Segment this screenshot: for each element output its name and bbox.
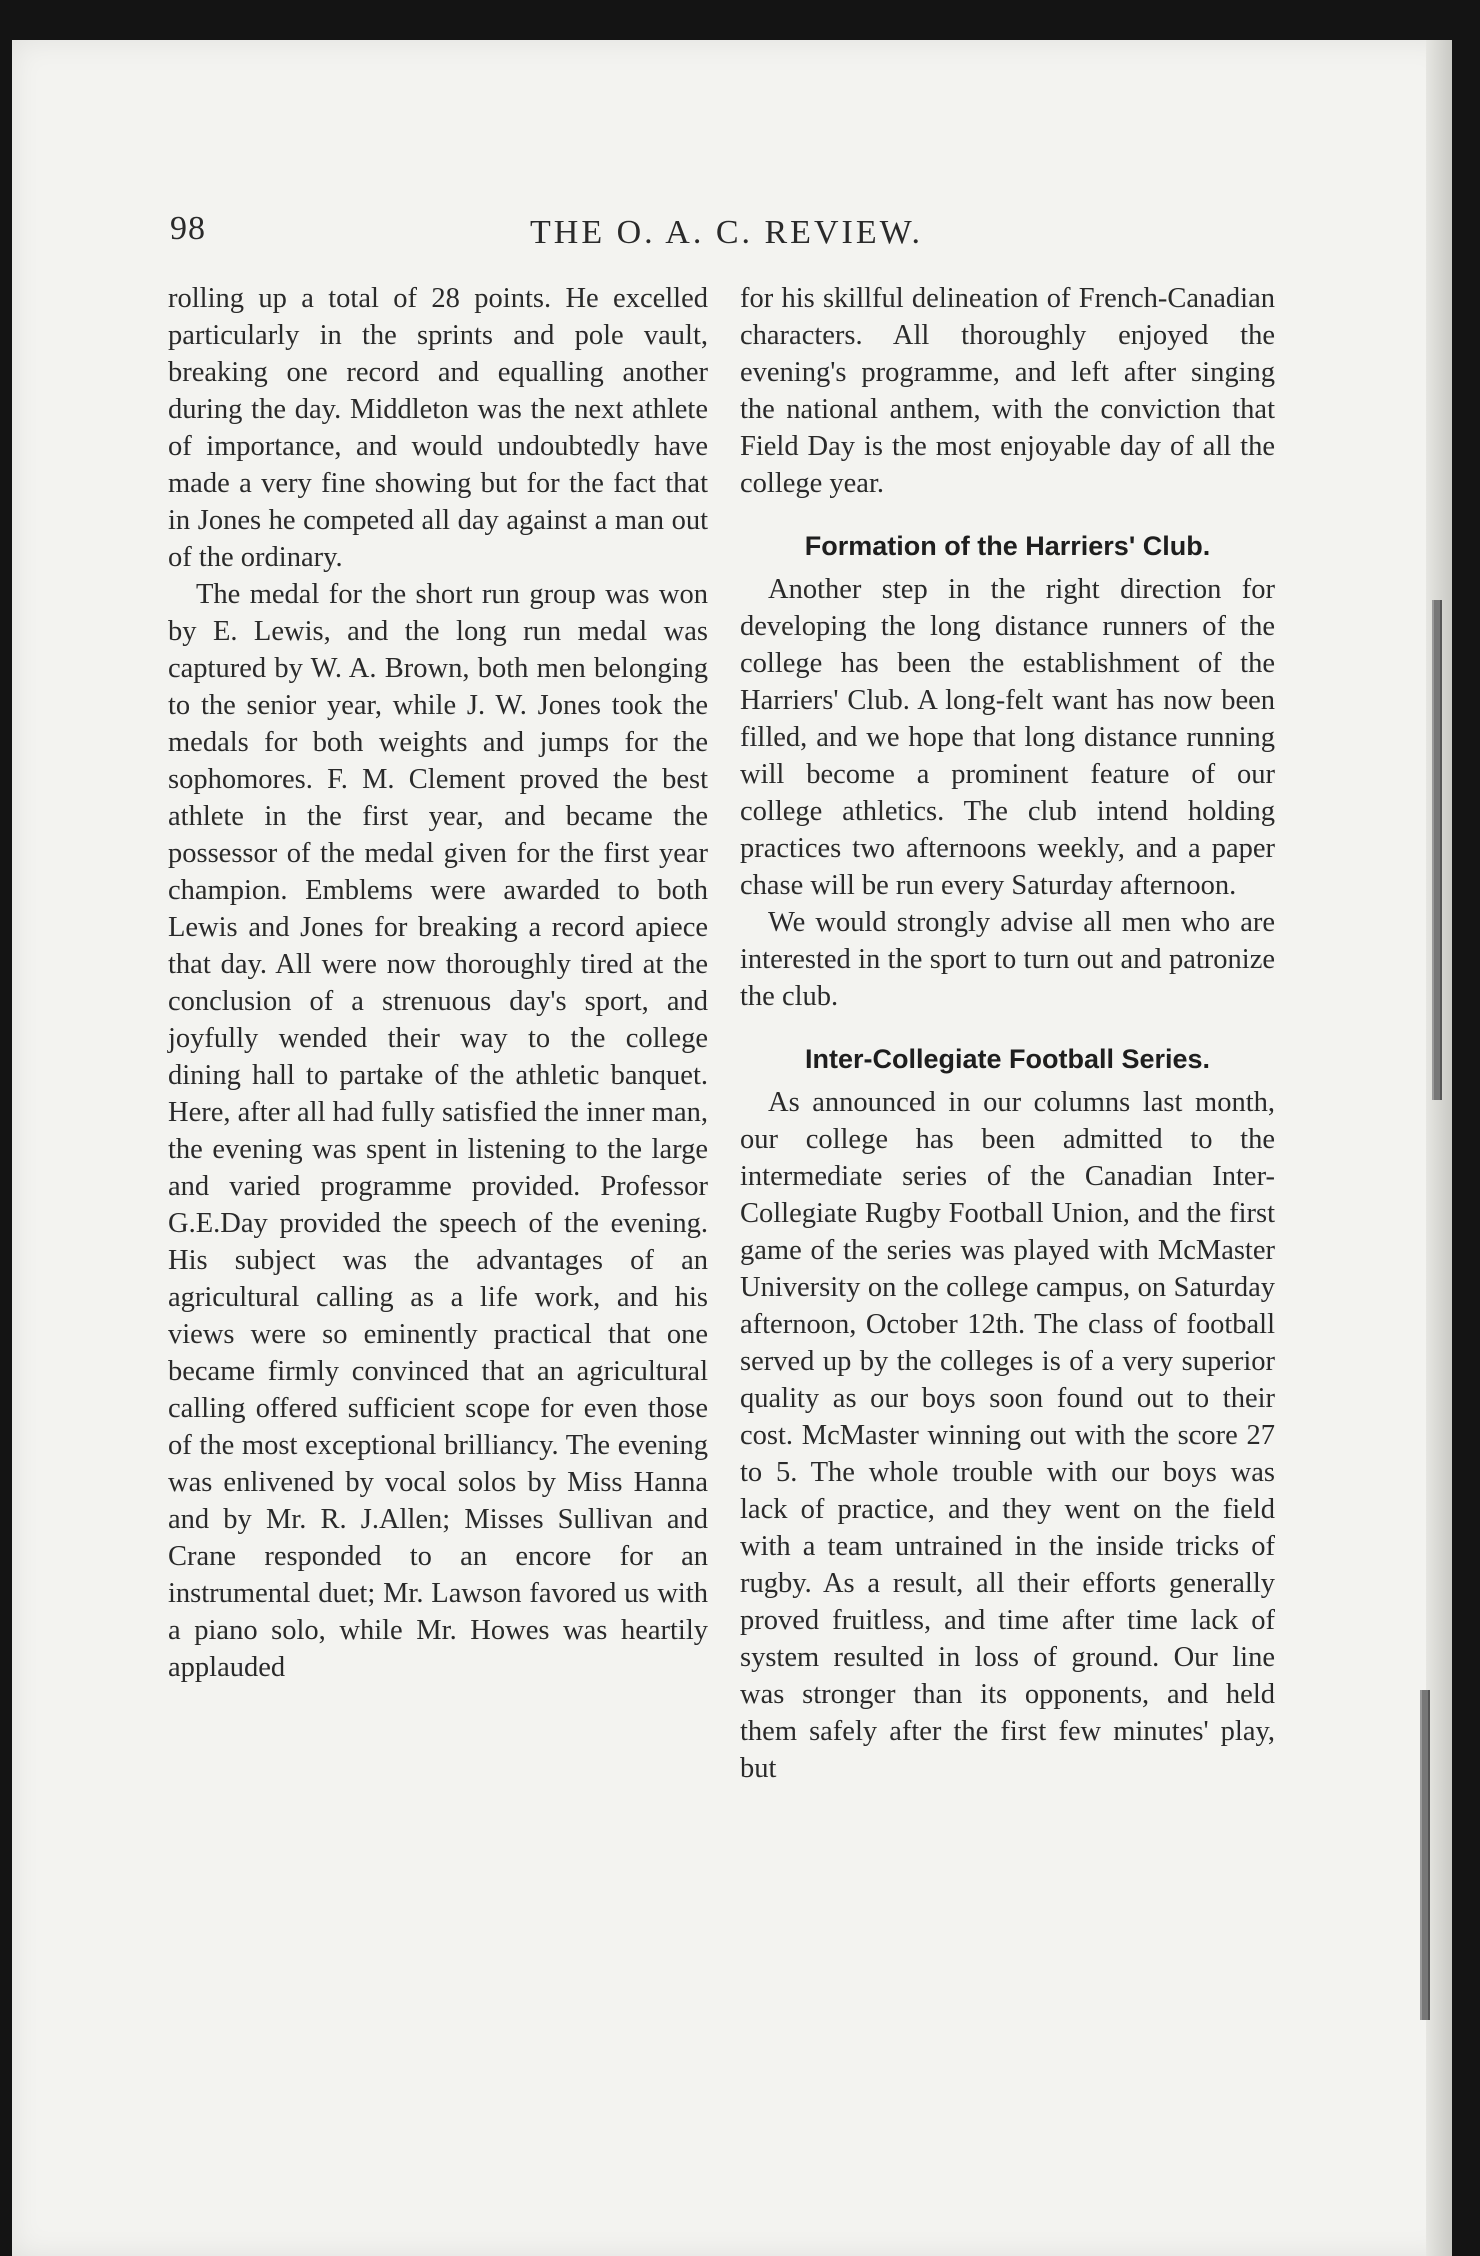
page-number: 98 [170, 210, 206, 247]
harriers-paragraph: We would strongly advise all men who are interested in the sport to turn out and patronize the club. [740, 907, 1275, 1012]
running-title: THE O. A. C. REVIEW. [530, 214, 924, 251]
section-heading-football: Inter-Collegiate Football Series. [804, 1044, 1211, 1074]
binding-mark [1432, 600, 1442, 1100]
section-heading-harriers: Formation of the Harriers' Club. [804, 531, 1211, 561]
binding-mark [1420, 1690, 1430, 2020]
harriers-paragraph: Another step in the right direction for developing the long distance runners of the college has been the establishment of the Harriers' Club. A long-felt want has now been filled, and we hope that long distance running will become a prominent feature of our college athletics. The club intend holding practices two afternoons weekly, and a paper chase will be run every Saturday afternoon. [740, 574, 1275, 901]
left-paragraph: rolling up a total of 28 points. He excelled particularly in the sprints and pole vault, breaking one record and equalling another during the day. Middleton was the next athlete of importance, and would undoubtedly have made a very fine showing but for the fact that in Jones he competed all day against a man out of the ordinary. [168, 283, 708, 573]
right-column [740, 280, 1275, 1787]
left-paragraph: The medal for the short run group was won by E. Lewis, and the long run medal was captured by W. A. Brown, both men belonging to the senior year, while J. W. Jones took the medals for both weights and jumps for the sophomores. F. M. Clement proved the best athlete in the first year, and became the possessor of the medal given for the first year champion. Emblems were awarded to both Lewis and Jones for breaking a record apiece that day. All were now thoroughly tired at the conclusion of a strenuous day's sport, and joyfully wended their way to the college dining hall to partake of the athletic banquet. Here, after all had fully satisfied the inner man, the evening was spent in listening to the large and varied programme provided. Professor G.E.Day provided the speech of the evening. His subject was the advantages of an agricultural calling as a life work, and his views were so eminently practical that one became firmly convinced that an agricultural calling offered sufficient scope for even those of the most exceptional brilliancy. The evening was enlivened by vocal solos by Miss Hanna and by Mr. R. J.Allen; Misses Sullivan and Crane responded to an encore for an instrumental duet; Mr. Lawson favored us with a piano solo, while Mr. Howes was heartily applauded [168, 579, 708, 1683]
football-paragraph: As announced in our columns last month, our college has been admitted to the intermediate series of the Canadian Inter-Collegiate Rugby Football Union, and the first game of the series was played with McMaster University on the college campus, on Saturday afternoon, October 12th. The class of football served up by the colleges is of a very superior quality as our boys soon found out to their cost. McMaster winning out with the score 27 to 5. The whole trouble with our boys was lack of practice, and they went on the field with a team untrained in the inside tricks of rugby. As a result, all their efforts generally proved fruitless, and time after time lack of system resulted in loss of ground. Our line was stronger than its opponents, and held them safely after the first few minutes' play, but [740, 1087, 1275, 1784]
left-column [168, 280, 708, 1686]
continuation-paragraph: for his skillful delineation of French-Canadian characters. All thoroughly enjoyed the evening's programme, and left after singing the national anthem, with the conviction that Field Day is the most enjoyable day of all the college year. [740, 283, 1275, 499]
